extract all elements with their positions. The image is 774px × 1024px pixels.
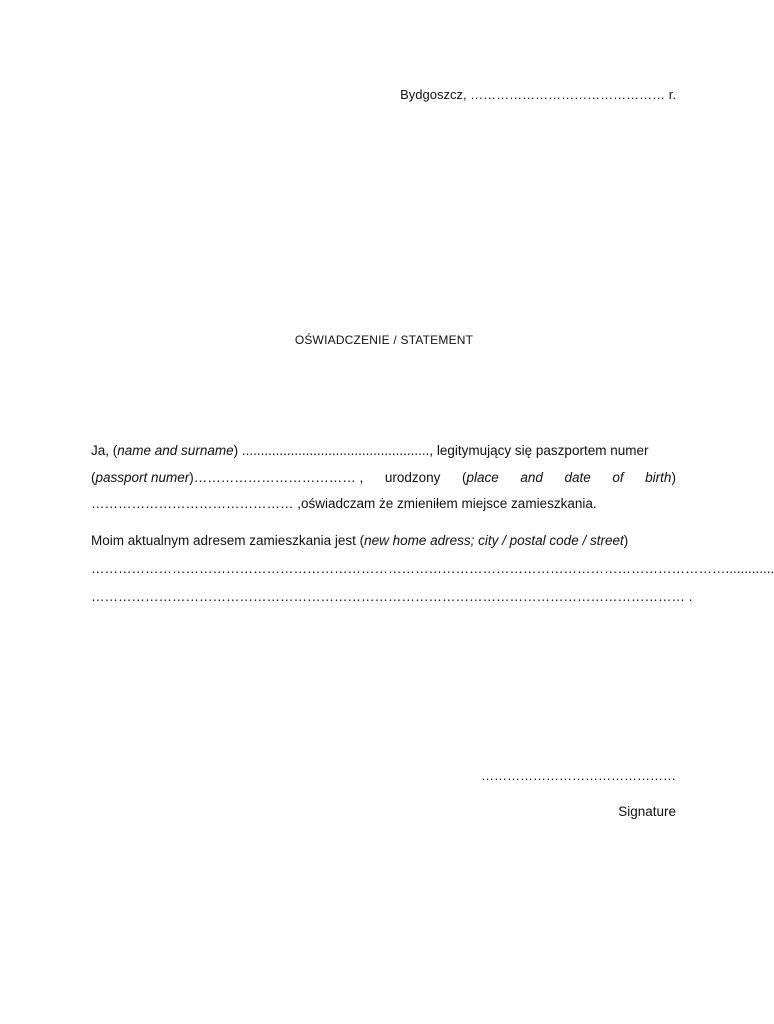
birth-hint: of xyxy=(612,469,624,485)
text-fragment: )……………………………… , xyxy=(189,469,364,485)
address-paragraph xyxy=(91,528,774,611)
birth-fragment-2 xyxy=(645,465,676,492)
text-fragment: ) xyxy=(671,469,676,485)
birth-fragment-1 xyxy=(462,465,499,492)
name-hint: name and surname xyxy=(117,443,234,458)
passport-hint: passport numer xyxy=(95,469,190,485)
statement-line-1 xyxy=(91,438,676,465)
address-line-1 xyxy=(91,528,676,555)
text-fragment: ) .................................................., legitymujący się paszportem numer xyxy=(233,443,649,458)
text-fragment: ) xyxy=(623,533,629,548)
text-fragment: Ja, ( xyxy=(91,443,118,458)
birth-hint: and xyxy=(520,469,543,485)
birth-hint: birth xyxy=(645,469,672,485)
signature-line: ……………………………………… xyxy=(481,768,676,783)
signature-label: Signature xyxy=(618,804,676,819)
address-intro xyxy=(91,528,628,555)
statement-line-2 xyxy=(91,465,676,492)
place-date-line: Bydgoszcz, ……………………………………… r. xyxy=(400,87,676,102)
address-dots-line-2: …………………………………………………………………………………………………………………… . xyxy=(91,588,693,604)
text-fragment: Moim aktualnym adresem zamieszkania jest ( xyxy=(91,533,365,548)
born-word: urodzony xyxy=(384,469,441,485)
statement-paragraph xyxy=(91,438,676,518)
address-hint: new home adress; city / postal code / street xyxy=(364,533,624,548)
statement-line-3: ……………………………………… ,oświadczam że zmieniłem miejsce zamieszkania. xyxy=(91,496,597,511)
document-title: OŚWIADCZENIE / STATEMENT xyxy=(294,333,474,347)
passport-fragment xyxy=(91,465,363,492)
text-fragment: ( xyxy=(462,469,467,485)
text-fragment: ( xyxy=(91,469,96,485)
birth-hint: date xyxy=(564,469,591,485)
address-dots-line-1: ……………………………………………………………………………………………………………………………............. xyxy=(91,560,774,576)
birth-hint: place xyxy=(466,469,499,485)
